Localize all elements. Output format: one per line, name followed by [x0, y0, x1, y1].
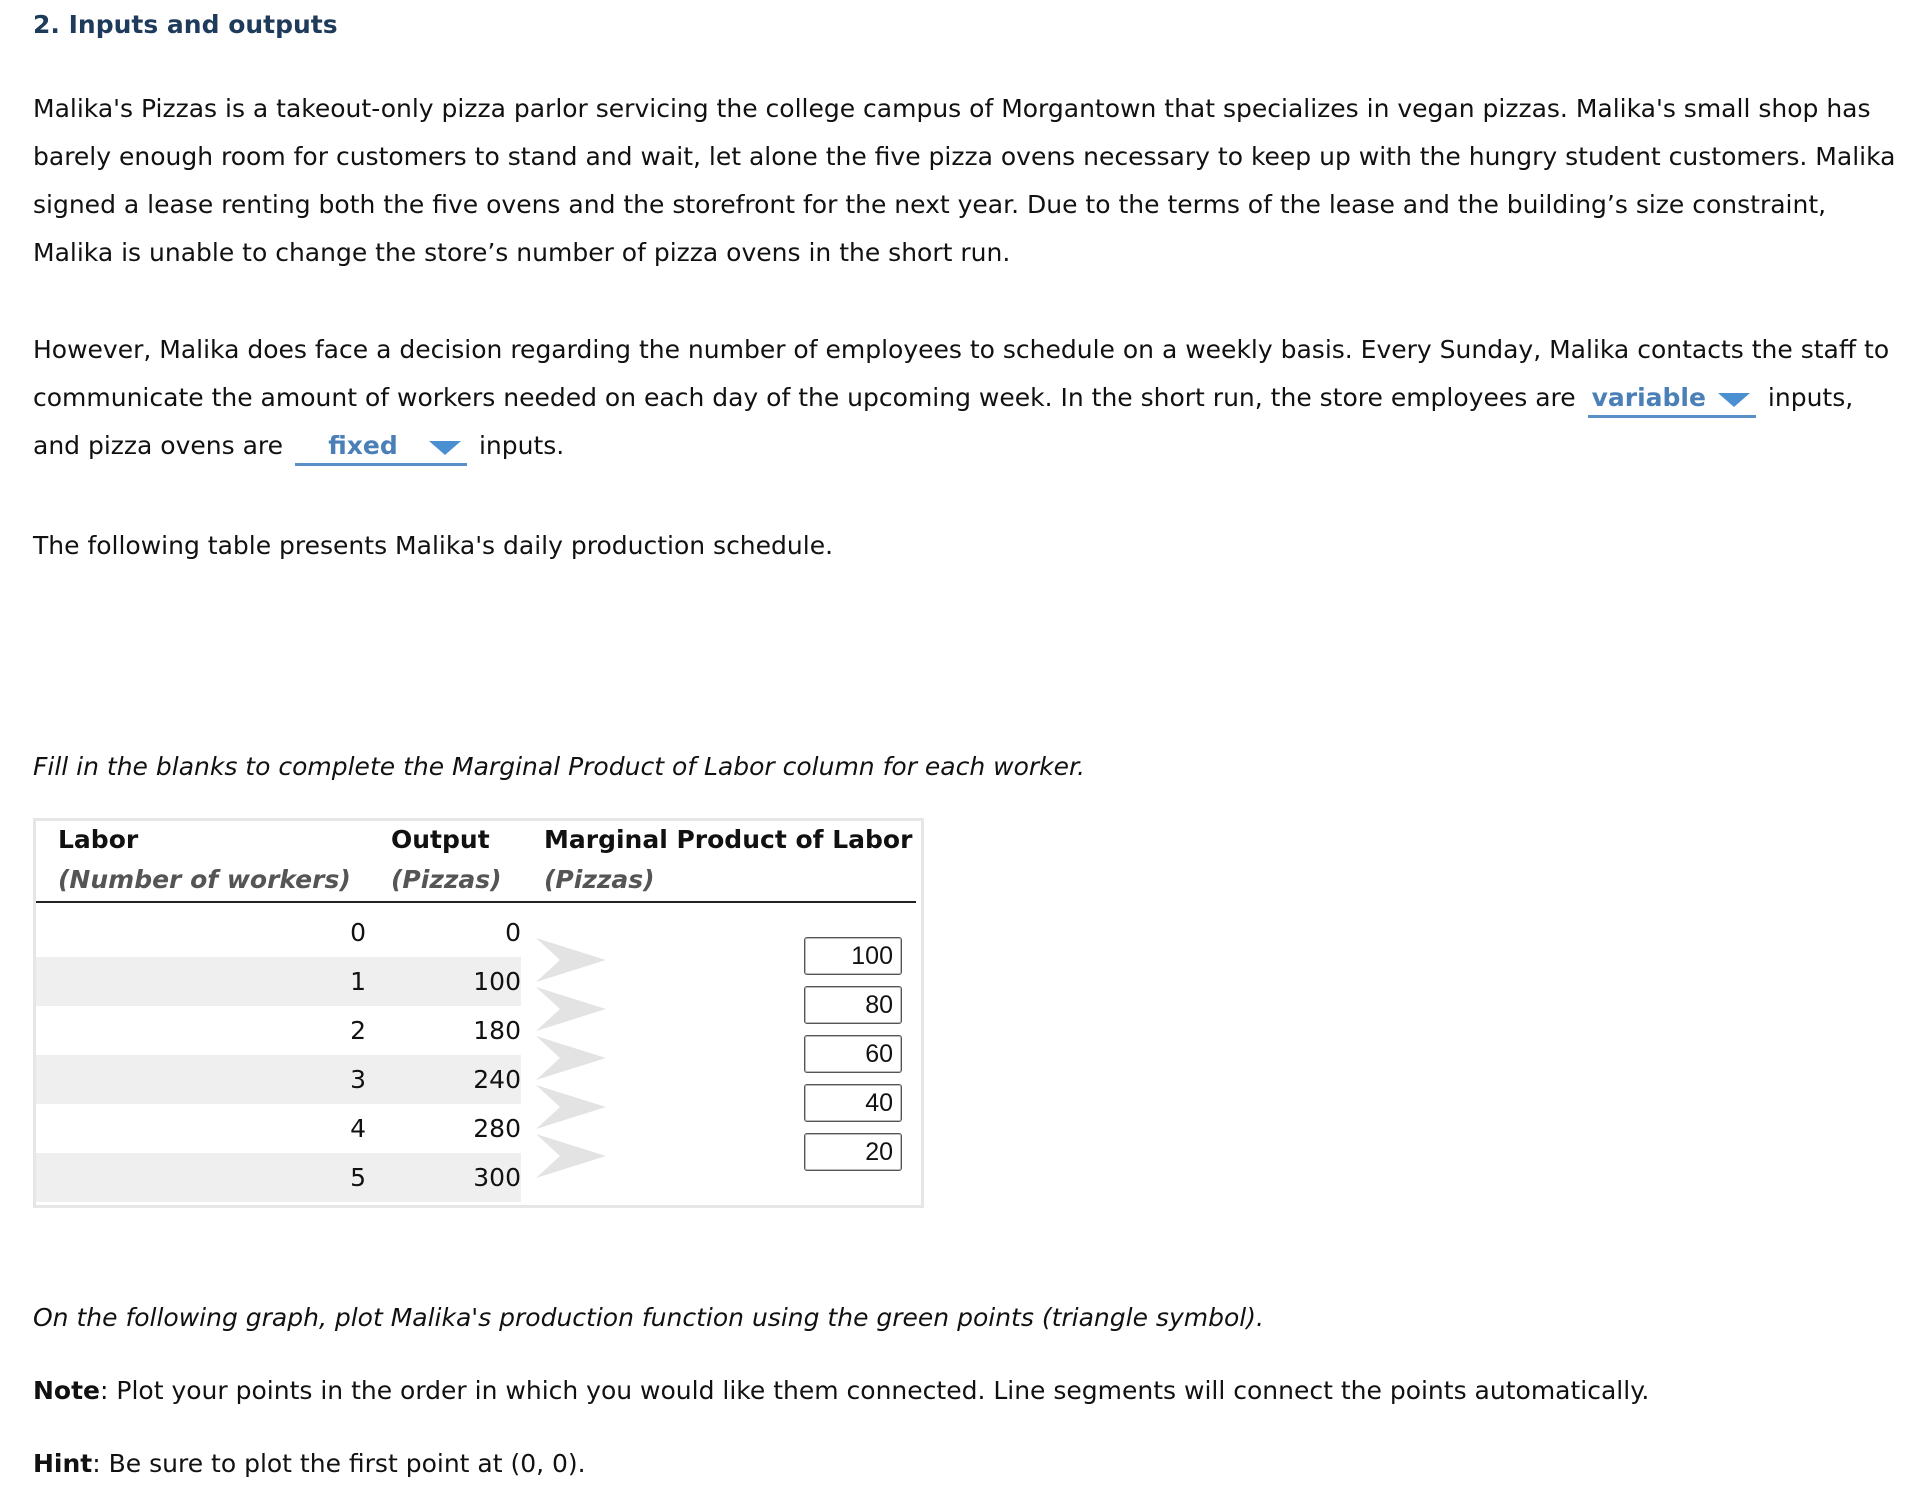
decision-text-middle: inputs, and pizza ovens are: [33, 383, 1854, 460]
ovens-input-type-dropdown[interactable]: [295, 429, 467, 466]
hint-text: : Be sure to plot the first point at (0, 0).: [92, 1449, 586, 1478]
graph-instruction: On the following graph, plot Malika's production function using the green points (triangle symbol).: [33, 1303, 1264, 1332]
header-divider: [36, 901, 916, 903]
employees-input-type-dropdown[interactable]: [1588, 381, 1756, 418]
labor-cell: 4: [350, 1114, 366, 1143]
labor-cell: 3: [350, 1065, 366, 1094]
mpl-input-worker-4[interactable]: [804, 1084, 902, 1122]
table-row: [36, 1006, 521, 1055]
dropdown-arrow-icon: [429, 441, 461, 455]
output-subheader: (Pizzas): [391, 865, 502, 894]
chevron-arrows: [536, 938, 611, 1178]
table-row: [36, 1104, 521, 1153]
labor-cell: 2: [350, 1016, 366, 1045]
mpl-input-worker-3[interactable]: [804, 1035, 902, 1073]
output-header: Output: [391, 825, 490, 854]
labor-header: Labor: [58, 825, 139, 854]
dropdown-arrow-icon: [1718, 393, 1750, 407]
decision-text-after: inputs.: [478, 431, 565, 460]
section-title: 2. Inputs and outputs: [33, 10, 338, 39]
labor-cell: 1: [350, 967, 366, 996]
output-cell: 280: [473, 1114, 521, 1143]
chevron-right-icon: [536, 1134, 606, 1178]
chevron-right-icon: [536, 987, 606, 1031]
labor-cell: 0: [350, 918, 366, 947]
table-instruction: Fill in the blanks to complete the Marginal Product of Labor column for each worker.: [33, 752, 1085, 781]
mpl-subheader: (Pizzas): [544, 865, 655, 894]
table-row: [36, 1055, 521, 1104]
mpl-header: Marginal Product of Labor: [544, 825, 913, 854]
mpl-input-worker-5[interactable]: [804, 1133, 902, 1171]
note-text: : Plot your points in the order in which you would like them connected. Line segments will connect the points automatically.: [100, 1376, 1650, 1405]
labor-cell: 5: [350, 1163, 366, 1192]
chevron-right-icon: [536, 938, 606, 982]
labor-subheader: (Number of workers): [58, 865, 351, 894]
production-schedule-table: [33, 818, 924, 1208]
output-cell: 300: [473, 1163, 521, 1192]
table-row: [36, 957, 521, 1006]
hint-label: Hint: [33, 1449, 93, 1478]
output-cell: 240: [473, 1065, 521, 1094]
note-paragraph: [33, 1367, 1903, 1415]
chevron-right-icon: [536, 1085, 606, 1129]
note-label: Note: [33, 1376, 101, 1405]
chevron-right-icon: [536, 1036, 606, 1080]
mpl-input-worker-1[interactable]: [804, 937, 902, 975]
table-intro-paragraph: The following table presents Malika's daily production schedule.: [33, 531, 834, 560]
table-row: [36, 1153, 521, 1202]
table-rows: [36, 908, 521, 1202]
output-cell: 100: [473, 967, 521, 996]
decision-text-before: However, Malika does face a decision regarding the number of employees to schedule on a weekly basis. Every Sunday, Malika contacts the staff to communicate the amount of workers needed on each day of the upcoming week. In the short run, the store employees are: [33, 335, 1890, 412]
intro-paragraph: Malika's Pizzas is a takeout-only pizza parlor servicing the college campus of Morgantown that specializes in vegan pizzas. Malika's small shop has barely enough room for customers to stand and wait, let alone the five pizza ovens necessary to keep up with the hungry student customers. Malika signed a lease renting both the five ovens and the storefront for the next year. Due to the terms of the lease and the building’s size constraint, Malika is unable to change the store’s number of pizza ovens in the short run.: [33, 94, 1896, 267]
hint-paragraph: [33, 1440, 1903, 1488]
output-cell: 180: [473, 1016, 521, 1045]
dropdown-selected-value: variable: [1591, 383, 1706, 412]
output-cell: 0: [505, 918, 521, 947]
table-row: [36, 908, 521, 957]
mpl-input-worker-2[interactable]: [804, 986, 902, 1024]
dropdown-selected-value: fixed: [328, 431, 398, 460]
decision-paragraph: [33, 326, 1903, 470]
